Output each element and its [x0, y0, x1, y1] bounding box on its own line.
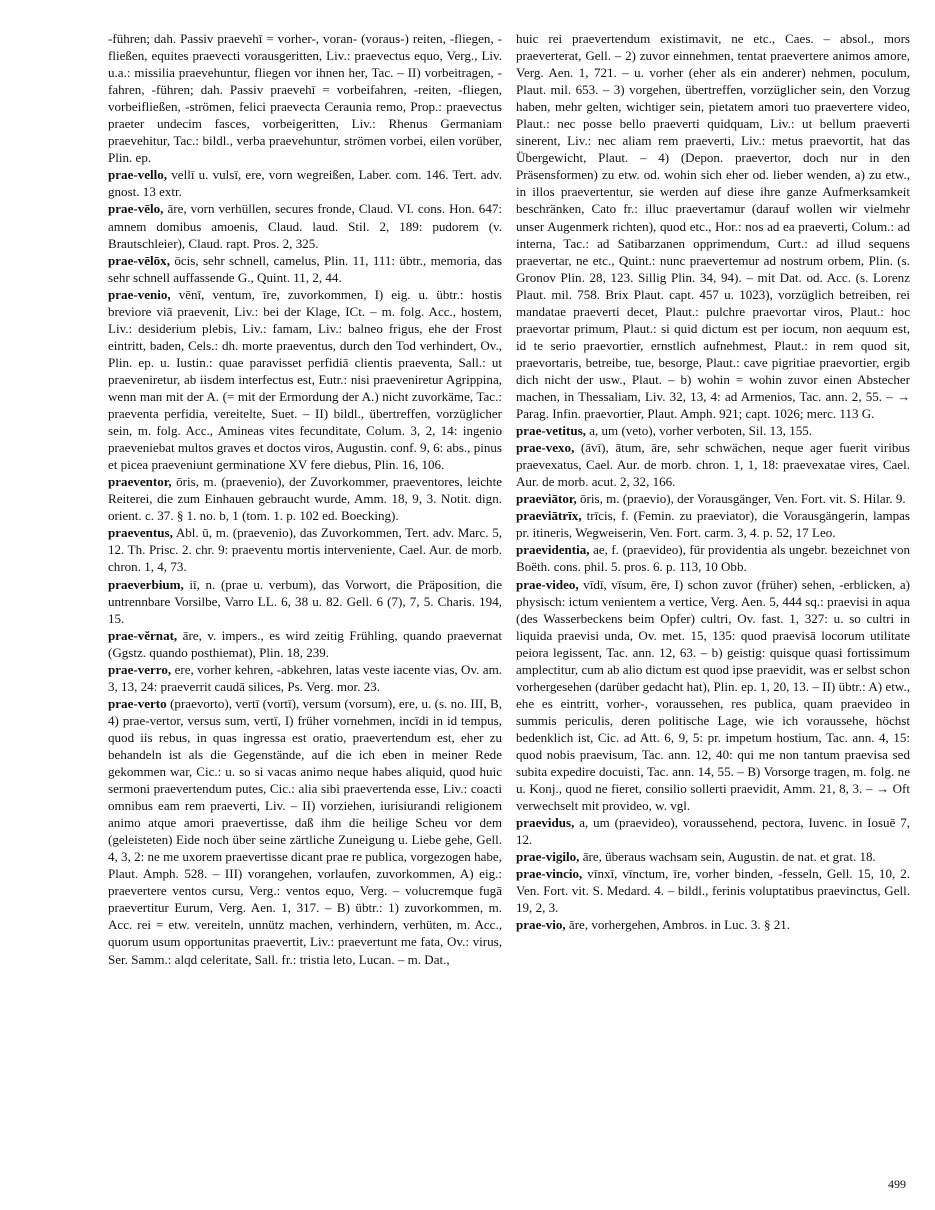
- entry-headword: prae-vello,: [108, 167, 168, 183]
- entry-text: vēnī, ventum, īre, zuvorkommen, I) eig. u. übtr.: hostis breviore viā praevenit, Liv.: bei der Klage, ICt. – m. folg. Acc., hostem, Liv.: desiderium plebis, Liv.: famam, Liv.: balneo frigus, ehe der Frost eintritt, baden, Cels.: dh. morte praeventus, durch den Tod verhindert, Ov., Plin. ep. u. Iustin.: quae paravisset perfidiā clientis praeventa, Sall.: ut praeveniretur, ab iisdem interfectus est, Eutr.: nisi praeveniretur Agrippina, wenn man mit der A. (= mit der Ermordung der A.) nicht zuvorkäme, Tac.: praeventa perfidia, vereitelte, Suet. – II) bildl., übertreffen, vorzüglicher sein, m. folg. Acc., Amineas vites fecunditate, Colum. 3, 2, 14: ingenio praeveniebat multos graves et doctos viros, Augustin. conf. 9, 6: abs., pinus et picea praeveniunt germinatione XV fere diebus, Plin. 16, 106.: [108, 286, 503, 473]
- dictionary-entry: [108, 286, 502, 474]
- page-number: 499: [888, 1177, 906, 1191]
- entry-text: āre, überaus wachsam sein, Augustin. de nat. et grat. 18.: [582, 849, 876, 865]
- entry-headword: praevidus,: [516, 815, 575, 831]
- entry-headword: prae-vēlōx,: [108, 252, 170, 268]
- entry-text: huic rei praevertendum existimavit, ne etc., Caes. – absol., mors praeverterat, Gell. – 2) zuvor einnehmen, tentat praevertere animos amore, Verg. Aen. 1, 721. – u. vorher (eher als ein anderer) nehmen, poculum, Plaut. mil. 653. – 3) vorgehen, übertreffen, vorzüglicher sein, den Vorzug haben, mehr gelten, wichtiger sein, pietatem amori tuo praevertere video, Plaut.: nec posse bello praeverti quidquam, Liv.: ut bellum praeverti sinerent, Liv.: nec aliam rem praeverti, Liv.: metus praevortit, hat das Übergewicht, Plaut. – 4) (Depon. praevertor, doch nur in den Präsensformen) zu etw. od. wohin sich eher od. lieber wenden, a) zu etw., in illos praevertentur, sie werden auf diese ihre ganze Aufmerksamkeit beschränken, Cato fr.: illuc praevertamur (darauf wollen wir vielmehr unser Augenmerk richten), quod etc., Hor.: nos ad ea praeverti, Colum.: ad interna, Tac.: ad Satibarzanen opprimendum, Curt.: ad illud sequens praevertar, ne etc., Quint.: nunc praevertemur ad nostrum orbem, Plin. (s. Gronov Plin. 28, 123. Sillig Plin. 34, 94). – mit Dat. od. Acc. (s. Lorenz Plaut. mil. 758. Brix Plaut. capt. 457 u. 1023), vorzüglich betreiben, rei mandatae praeverti decet, Plaut.: pulchre praevortar viros, Plaut.: hoc praevortar primum, Plaut.: si quid dictum est per iocum, non aequum est, id te serio praevortier, ernstlich aufnehmest, Plaut.: in rem quod sit, praevortaris, betreibe, tue, besorge, Plaut.: cave pigritiae praevortier, ergib dich nicht der usw., Plaut. – b) wohin = wohin zuvor einen Abstecher machen, in Thessaliam, Liv. 32, 13, 4: ad Armenios, Tac. ann. 2, 55. – → Parag. Infin. praevortier, Plaut. Amph. 921; capt. 1026; merc. 113 G.: [516, 31, 910, 422]
- entry-headword: prae-vēlo,: [108, 201, 164, 217]
- entry-headword: prae-venio,: [108, 286, 171, 302]
- dictionary-entry: [516, 814, 910, 848]
- entry-text: āre, vorn verhüllen, secures fronde, Claud. VI. cons. Hon. 647: amnem domibus amoenis, Claud. laud. Stil. 2, 189: pudorem (v. Brautschleier), Claud. rapt. Pros. 2, 325.: [108, 201, 502, 251]
- entry-headword: prae-vigilo,: [516, 849, 580, 865]
- entry-text: trīcis, f. (Femin. zu praeviator), die Vorausgängerin, lampas pr. itineris, Wegweiserin, Ven. Fort. carm. 3, 4. p. 52, 17 Leo.: [516, 508, 910, 541]
- entry-headword: praeviātor,: [516, 491, 577, 507]
- entry-text: iī, n. (prae u. verbum), das Vorwort, die Präposition, die untrennbare Vorsilbe, Varro LL. 6, 38 u. 82. Gell. 6 (7), 7, 5. Charis. 194, 15.: [108, 576, 502, 626]
- entry-headword: praeventus,: [108, 525, 173, 541]
- dictionary-entry: [108, 661, 502, 695]
- dictionary-entry: [516, 439, 910, 490]
- dictionary-entry: [108, 627, 502, 661]
- dictionary-entry: [108, 576, 502, 627]
- entry-headword: praeventor,: [108, 474, 172, 490]
- entry-headword: prae-video,: [516, 576, 579, 592]
- entry-text: (āvī), ātum, āre, sehr schwächen, neque ager fuerit viribus praevexatus, Cael. Aur. de morb. chron. 1, 1, 18: praevexatae vires, Cael. Aur. de morb. acut. 2, 32, 166.: [516, 440, 910, 490]
- dictionary-entry: [516, 865, 910, 916]
- entry-headword: prae-verro,: [108, 661, 172, 677]
- entry-text: ere, vorher kehren, -abkehren, latas veste iacente vias, Ov. am. 3, 13, 24: praeverrit caudā silices, Ps. Verg. mor. 23.: [108, 661, 503, 694]
- entry-text: a, um (praevideo), voraussehend, pectora, Iuvenc. in Iosuē 7, 12.: [516, 815, 910, 848]
- entry-text: vellī u. vulsī, ere, vorn wegreißen, Laber. com. 146. Tert. adv. gnost. 13 extr.: [108, 167, 502, 200]
- entry-headword: prae-vetitus,: [516, 423, 586, 439]
- dictionary-entry: [516, 30, 910, 422]
- entry-text: ōris, m. (praevenio), der Zuvorkommer, praeventores, leichte Reiterei, die zum Einhauen gebraucht wurde, Amm. 18, 9, 3. Notit. dign. orient. c. 37. § 1. no. b, 1 (tom. 1. p. 102 ed. Boecking).: [108, 474, 502, 524]
- entry-headword: prae-vexo,: [516, 440, 575, 456]
- dictionary-entry: [516, 916, 910, 933]
- entry-text: Abl. ū, m. (praevenio), das Zuvorkommen, Tert. adv. Marc. 5, 12. Th. Prisc. 2. chr. 9: praeventu mortis interveniente, Cael. Aur. de morb. chron. 1, 4, 73.: [108, 525, 502, 575]
- entry-text: ōris, m. (praevio), der Vorausgänger, Ven. Fort. vit. S. Hilar. 9.: [580, 491, 906, 507]
- dictionary-entry: [108, 166, 502, 200]
- entry-text: āre, vorhergehen, Ambros. in Luc. 3. § 21.: [568, 917, 791, 933]
- entry-headword: praevidentia,: [516, 542, 590, 558]
- dictionary-entry: [108, 473, 502, 524]
- entry-headword: praeverbium,: [108, 576, 184, 592]
- entry-text: a, um (veto), vorher verboten, Sil. 13, 155.: [589, 423, 813, 439]
- dictionary-entry: [108, 524, 502, 575]
- entry-headword: prae-vio,: [516, 917, 566, 933]
- dictionary-entry: [108, 695, 502, 968]
- dictionary-entry: [108, 200, 502, 251]
- entry-text: ae, f. (praevideo), für providentia als ungebr. bezeichnet von Boëth. cons. phil. 5. pros. 6. p. 113, 10 Obb.: [516, 542, 910, 575]
- dictionary-entry: [516, 507, 910, 541]
- entry-text: āre, v. impers., es wird zeitig Frühling, quando praevernat (Ggstz. quando posthiemat), Plin. 18, 239.: [108, 627, 502, 660]
- left-column: [108, 30, 502, 968]
- entry-text: (praevorto), vertī (vortī), versum (vorsum), ere, u. (s. no. III, B, 4) prae-vertor, versus sum, vertī, I) früher vornehmen, incīdi in id tempus, quod iis rebus, in quas ingressa est oratio, praevertendum est, eher zu behandeln ist als die Gegenstände, auf die ich eben in meiner Rede gekommen war, Cic.: u. so si vacas animo neque habes aliquid, quod huic sermoni praevertendum putes, Cic.: alia sibi praevertenda esse, Liv.: coacti omnibus eam rem praeverti, Liv. – II) vorziehen, iurisiurandi religionem animo atque amori praevertisse, daß ihm die heilige Scheu vor dem (geleisteten) Eide noch über seine zärtliche Zuneigung u. Liebe gehe, Gell. 4, 3, 2: ne me uxorem praevertisse dicant prae re publica, vorgezogen habe, Plaut. Amph. 528. – III) vorangehen, vorlaufen, zuvorkommen, A) eig.: praevertere ventos cursu, Verg.: ventos equo, Verg. – volucremque fugā praevertitur Eurum, Verg. Aen. 1, 317. – B) übtr.: 1) zuvorkommen, m. Acc. rei = etw. vereiteln, unnütz machen, verhindern, verhüten, m. Acc., quorum usum opportunitas praevertit, Liv.: praevertunt me fata, Ov.: virus, Ser. Samm.: alqd celeritate, Sall. fr.: tristia leto, Lucan. – m. Dat.,: [108, 695, 502, 967]
- dictionary-entry: [516, 490, 910, 507]
- dictionary-entry: [516, 576, 910, 815]
- entry-headword: prae-verto: [108, 695, 167, 711]
- dictionary-entry: [108, 252, 502, 286]
- dictionary-entry: [108, 30, 502, 166]
- entry-text: vīdī, vīsum, ēre, I) schon zuvor (früher) sehen, -erblicken, a) physisch: ictum venientem a vertice, Verg. Aen. 5, 444 sq.: praevisi in aqua (des Wasserbeckens beim Opfer) cultri, Ov. fast. 1, 327: u. so cultri in liquida praevisi unda, Ov. met. 15, 135: quod praevisā locorum utilitate peiora legissent, Tac. ann. 12, 63. – b) geistig: quisque quasi fortissimum amplectitur, cum ab alio dictum est quod ipse praevidit, was er selbst schon vorhergesehen (darüber gedacht hat), Plin. ep. 1, 20, 13. – II) übtr.: A) etw., ehe es eintritt, vorher-, voraussehen, res publica, quam praevideo in summis periculis, deren politische Lage, wie ich voraussehe, höchst bedenklich ist, Cic. ad Att. 6, 9, 5: pr. impetum hostium, Tac. ann. 4, 15: quod nobis praevisum, Tac. ann. 12, 40: qui me non tantum praevisa sed subita expedire docuisti, Tac. ann. 14, 55. – B) Vorsorge tragen, m. folg. ne u. Konj., quod ne fieret, consilio sollerti praevidit, Amm. 21, 8, 3. – → Oft verwechselt mit provideo, w. vgl.: [516, 576, 911, 814]
- entry-text: -führen; dah. Passiv praevehī = vorher-, voran- (voraus-) reiten, -fliegen, -fließen, equites praevecti vorausgeritten, Liv.: praevectus equo, Verg., Liv. u.a.: missilia praevehuntur, fliegen vor ihnen her, Tac. – II) vorbeitragen, -fahren, -führen; dah. Passiv praevehī = vorbeifahren, -reiten, -fliegen, vorbeifließen, -strömen, felici praevecta Ceraunia remo, Prop.: praevectus praeter undecim fasces, vorbeigeritten, Liv.: Rhenus Germaniam praevehitur, Tac.: bildl., verba praevehuntur, strömen vorbei, eilen vorüber, Plin. ep.: [108, 31, 502, 166]
- entry-headword: prae-vincio,: [516, 866, 583, 882]
- entry-text: vīnxī, vīnctum, īre, vorher binden, -fesseln, Gell. 15, 10, 2. Ven. Fort. vit. S. Medard. 4. – bildl., ferinis voluptatibus praevinctus, Gell. 19, 2, 3.: [516, 866, 911, 916]
- entry-headword: prae-vĕrnat,: [108, 627, 178, 643]
- right-column: [516, 30, 910, 933]
- dictionary-entry: [516, 848, 910, 865]
- dictionary-entry: [516, 422, 910, 439]
- dictionary-entry: [516, 541, 910, 575]
- entry-headword: praeviātrīx,: [516, 508, 582, 524]
- entry-text: ōcis, sehr schnell, camelus, Plin. 11, 111: übtr., memoria, das sehr schnell auffassende G., Quint. 11, 2, 44.: [108, 252, 502, 285]
